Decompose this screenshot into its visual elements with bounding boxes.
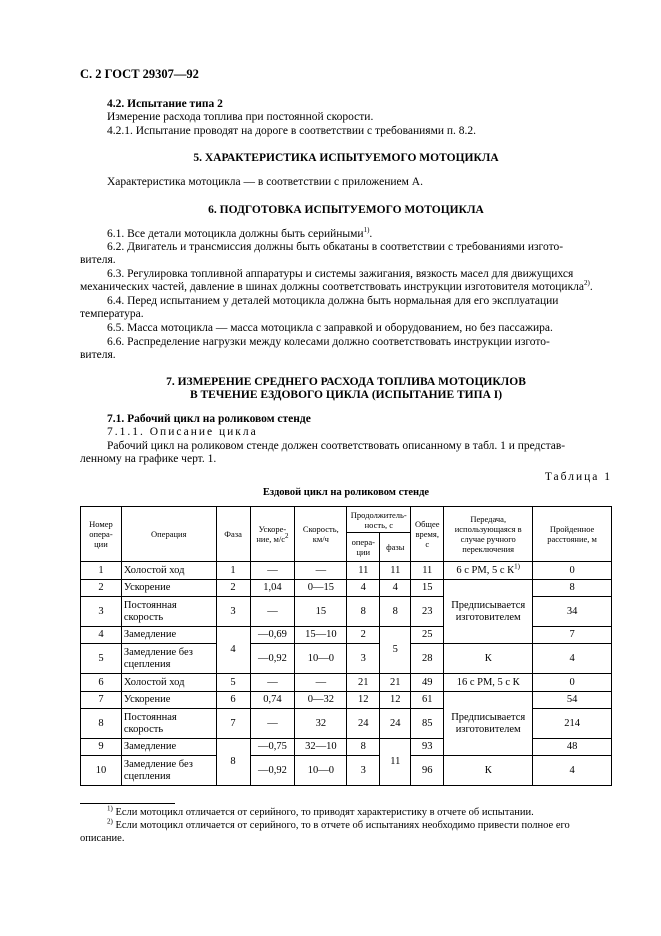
section-5-line1: Характеристика мотоцикла — в соответствии с приложением А.: [107, 176, 423, 188]
section-6-title: 6. ПОДГОТОВКА ИСПЫТУЕМОГО МОТОЦИКЛА: [208, 204, 484, 216]
footnote-ref-1: 1): [363, 226, 370, 235]
table-row: 6 Холостой ход 5 — — 21 21 49 16 с РМ, 5 с К 0: [81, 674, 612, 692]
header-distance: Пройденное расстояние, м: [533, 507, 612, 562]
paragraph-6-2-line1: 6.2. Двигатель и трансмиссия должны быть обкатаны в соответствии с требованиями изгото-: [107, 241, 564, 253]
header-phase: Фаза: [216, 507, 250, 562]
gear-merged-a: Предписывается изготовителем: [444, 580, 533, 644]
header-total-time: Общее время, с: [411, 507, 444, 562]
footnote-2-line2: описание.: [80, 833, 125, 844]
paragraph-6-3-line1: 6.3. Регулировка топливной аппаратуры и системы зажигания, вязкость масел для движущихся: [107, 268, 574, 280]
paragraph-6-4-line2: температура.: [80, 308, 144, 320]
paragraph-6-5: 6.5. Масса мотоцикла — масса мотоцикла с заправкой и оборудованием, но без пассажира.: [107, 322, 553, 334]
table-row: 2 Ускорение 2 1,04 0—15 4 4 15 Предписывается изготовителем 8: [81, 580, 612, 597]
table-title: Ездовой цикл на роликовом стенде: [262, 487, 430, 498]
table-row: 10 Замедление без сцепления —0,92 10—0 3 96 К 4: [81, 756, 612, 786]
header-duration: Продолжитель-ность, с: [347, 507, 411, 533]
paragraph-6-6-line1: 6.6. Распределение нагрузки между колесами должно соответствовать инструкции изгото-: [107, 336, 550, 348]
table-label: Таблица 1: [544, 471, 612, 483]
section-5-title: 5. ХАРАКТЕРИСТИКА ИСПЫТУЕМОГО МОТОЦИКЛА: [193, 152, 499, 164]
header-speed: Скорость, км/ч: [295, 507, 347, 562]
section-7-1-1-title: 7.1.1. Описание цикла: [107, 426, 258, 438]
footnote-2-line1: $^{2)}$ Если мотоцикл отличается от серийного, то в отчете об испытаниях необходимо привести полное его: [107, 817, 570, 831]
header-acceleration: Ускоре-ние, $м/с^2$: [250, 507, 295, 562]
footnote-ref-2: 2): [584, 279, 590, 288]
phase-merged-4: 4: [216, 627, 250, 674]
table-row: 4 Замедление 4 —0,69 15—10 2 5 25 7: [81, 627, 612, 644]
section-7-title-line1: 7. ИЗМЕРЕНИЕ СРЕДНЕГО РАСХОДА ТОПЛИВА МОТОЦИКЛОВ: [166, 376, 526, 388]
phase-merged-8: 8: [216, 739, 250, 786]
gear-merged-b: Предписывается изготовителем: [444, 692, 533, 756]
footnote-divider: [80, 803, 175, 804]
paragraph-6-4-line1: 6.4. Перед испытанием у деталей мотоцикла должна быть нормальная для его эксплуатации: [107, 295, 559, 307]
duration-phase-merged-11: 11: [380, 739, 411, 786]
page-header: С. 2 ГОСТ 29307—92: [80, 67, 199, 81]
header-number: Номер опера-ции: [81, 507, 122, 562]
section-4-2-title: 4.2. Испытание типа 2: [107, 98, 223, 110]
table-row: 1 Холостой ход 1 — — 11 11 11 6 с РМ, 5 с $К^{1)}$ 0: [81, 562, 612, 580]
paragraph-6-1: 6.1. Все детали мотоцикла должны быть серийными$^{1)}$.: [107, 226, 373, 240]
section-4-2-line2: 4.2.1. Испытание проводят на дороге в соответствии с требованиями п. 8.2.: [107, 125, 477, 137]
table-row: 5 Замедление без сцепления —0,92 10—0 3 28 К 4: [81, 644, 612, 674]
paragraph-7-1-1-line2: ленному на графике черт. 1.: [80, 453, 217, 465]
header-duration-operation: опера-ции: [347, 533, 380, 562]
table-row: 7 Ускорение 6 0,74 0—32 12 12 61 Предписывается изготовителем 54: [81, 692, 612, 709]
table-row: 3 Постоянная скорость 3 — 15 8 8 23 34: [81, 597, 612, 627]
header-gear: Передача, использующаяся в случае ручного переключения: [444, 507, 533, 562]
table-row: 9 Замедление 8 —0,75 32—10 8 11 93 48: [81, 739, 612, 756]
duration-phase-merged-5: 5: [380, 627, 411, 674]
driving-cycle-table: [80, 506, 612, 786]
paragraph-6-3-line2: механических частей, давление в шинах должны соответствовать инструкции изготовителя мотоцикла$^{2)}$.: [80, 279, 593, 293]
header-operation: Операция: [121, 507, 216, 562]
paragraph-6-2-line2: вителя.: [80, 254, 116, 266]
paragraph-7-1-1-line1: Рабочий цикл на роликовом стенде должен соответствовать описанному в табл. 1 и представ-: [107, 440, 566, 452]
header-duration-phase: фазы: [380, 533, 411, 562]
footnote-1: $^{1)}$ Если мотоцикл отличается от серийного, то приводят характеристику в отчете об испытании.: [107, 804, 534, 818]
paragraph-6-6-line2: вителя.: [80, 349, 116, 361]
table-row: 8 Постоянная скорость 7 — 32 24 24 85 214: [81, 709, 612, 739]
section-4-2-line1: Измерение расхода топлива при постоянной скорости.: [107, 111, 374, 123]
section-7-1-title: 7.1. Рабочий цикл на роликовом стенде: [107, 413, 311, 425]
section-7-title-line2: В ТЕЧЕНИЕ ЕЗДОВОГО ЦИКЛА (ИСПЫТАНИЕ ТИПА I): [189, 389, 503, 401]
